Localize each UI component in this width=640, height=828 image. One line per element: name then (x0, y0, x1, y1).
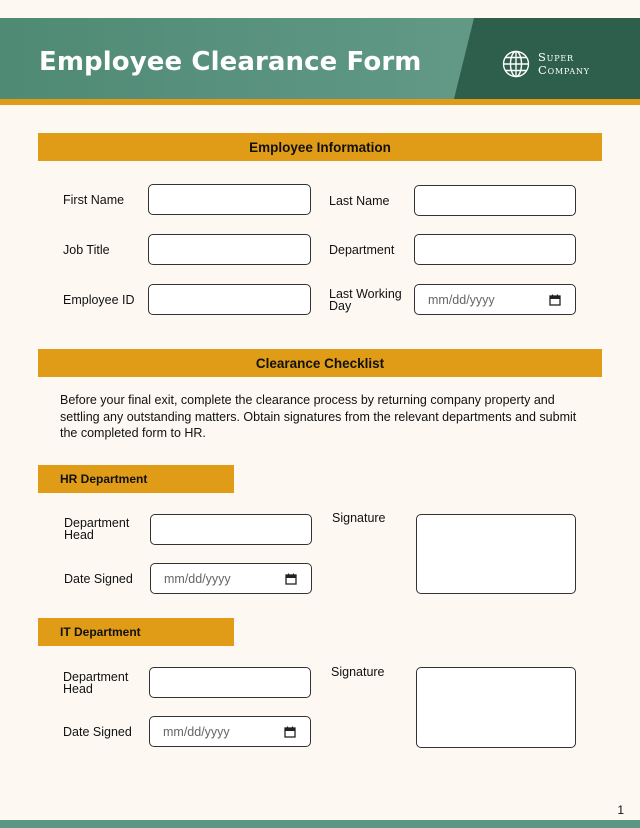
page-title: Employee Clearance Form (39, 47, 422, 77)
company-name-line1: Super (538, 50, 574, 64)
hr-date-placeholder: mm/dd/yyyy (164, 571, 231, 586)
it-signature-box[interactable] (416, 667, 576, 748)
clearance-checklist-heading: Clearance Checklist (38, 349, 602, 377)
first-name-field[interactable] (148, 184, 311, 215)
last-working-day-date-field[interactable] (414, 284, 576, 315)
it-date-signed-field[interactable] (149, 716, 311, 747)
hr-date-signed-field[interactable] (150, 563, 312, 594)
job-title-label: Job Title (63, 243, 110, 257)
it-department-head-label: Department Head (63, 670, 129, 696)
hr-signature-box[interactable] (416, 514, 576, 594)
company-name-line2: Company (538, 63, 590, 77)
last-working-day-label: Last Working Day (329, 287, 402, 313)
page-number: 1 (617, 803, 624, 817)
last-name-field[interactable] (414, 185, 576, 216)
calendar-icon[interactable] (284, 726, 296, 738)
first-name-label: First Name (63, 193, 125, 207)
hr-signature-label: Signature (332, 511, 386, 525)
employee-id-label: Employee ID (63, 293, 135, 307)
hr-department-head-label: Department Head (64, 516, 130, 542)
hr-department-heading: HR Department (38, 465, 234, 493)
globe-icon (502, 50, 530, 78)
footer-bar (0, 820, 640, 828)
department-field[interactable] (414, 234, 576, 265)
hr-department-head-field[interactable] (150, 514, 312, 545)
it-date-signed-label: Date Signed (63, 725, 132, 739)
last-working-day-placeholder: mm/dd/yyyy (428, 292, 495, 307)
employee-id-field[interactable] (148, 284, 311, 315)
employee-information-heading: Employee Information (38, 133, 602, 161)
header-accent-stripe (0, 99, 640, 105)
it-department-heading: IT Department (38, 618, 234, 646)
last-name-label: Last Name (329, 194, 390, 208)
job-title-field[interactable] (148, 234, 311, 265)
calendar-icon[interactable] (549, 294, 561, 306)
department-label: Department (329, 243, 395, 257)
calendar-icon[interactable] (285, 573, 297, 585)
it-signature-label: Signature (331, 665, 385, 679)
it-date-placeholder: mm/dd/yyyy (163, 724, 230, 739)
hr-date-signed-label: Date Signed (64, 572, 133, 586)
clearance-instructions: Before your final exit, complete the clearance process by returning company property and settling any outstanding matters. Obtain signatures from the relevant departments and submit the completed form to HR. (60, 393, 577, 440)
company-logo-text (538, 51, 590, 77)
it-department-head-field[interactable] (149, 667, 311, 698)
